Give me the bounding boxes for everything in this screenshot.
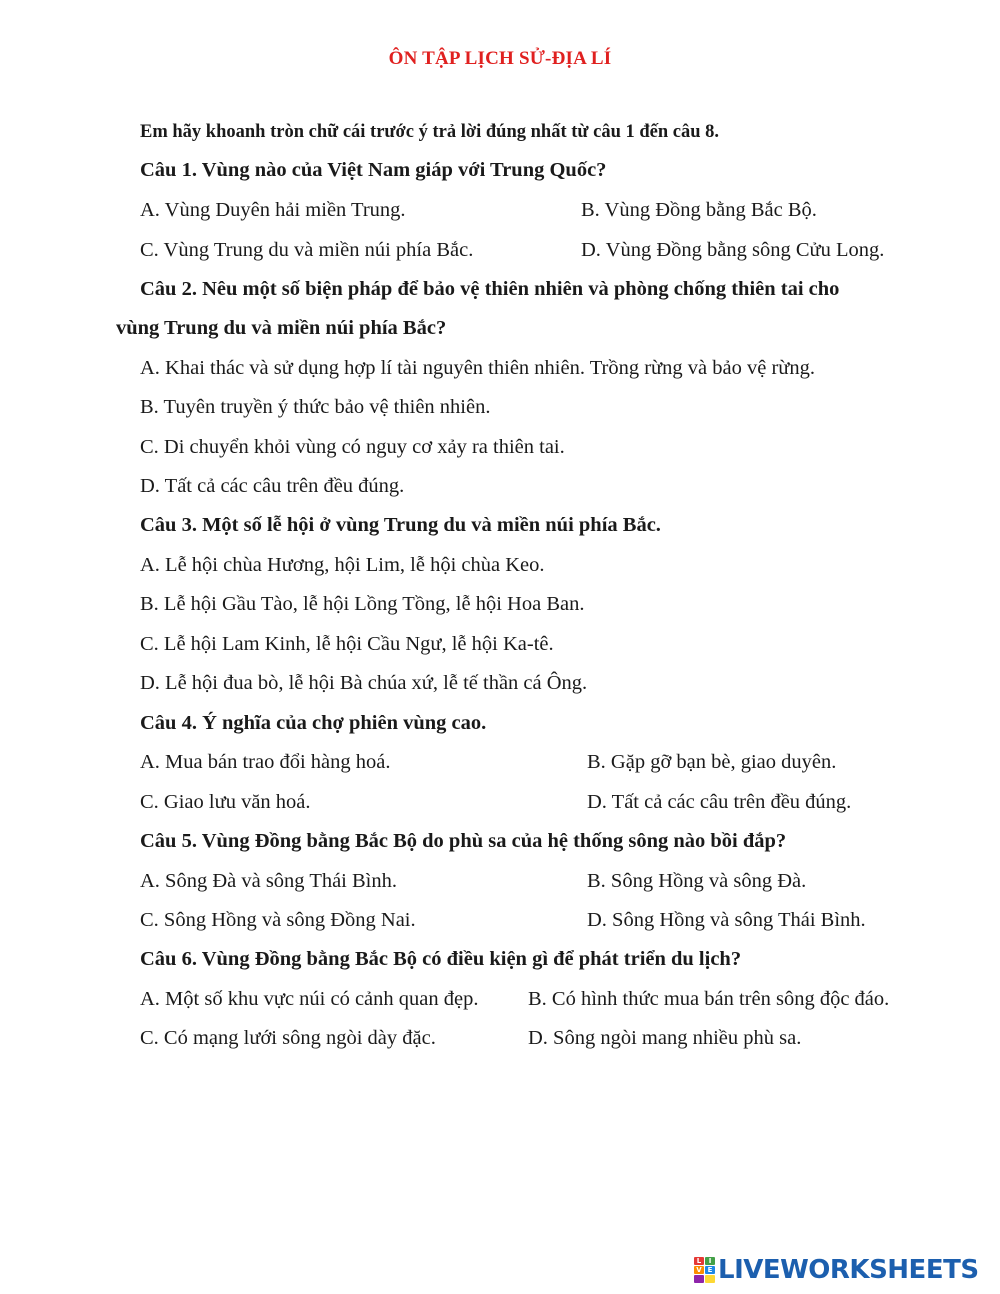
question-2-line-1: Câu 2. Nêu một số biện pháp để bảo vệ thiên nhiên và phòng chống thiên tai cho	[140, 278, 840, 300]
logo-cell-icon	[694, 1275, 704, 1283]
q3-option-b[interactable]: B. Lễ hội Gầu Tào, lễ hội Lồng Tồng, lễ hội Hoa Ban.	[140, 593, 585, 615]
question-3: Câu 3. Một số lễ hội ở vùng Trung du và miền núi phía Bắc.	[140, 514, 661, 536]
q4-option-a[interactable]: A. Mua bán trao đổi hàng hoá.	[140, 751, 391, 773]
q4-option-d[interactable]: D. Tất cả các câu trên đều đúng.	[587, 791, 852, 813]
liveworksheets-logo-icon	[694, 1257, 716, 1283]
q2-option-a[interactable]: A. Khai thác và sử dụng hợp lí tài nguyên thiên nhiên. Trồng rừng và bảo vệ rừng.	[140, 357, 816, 379]
q1-option-c[interactable]: C. Vùng Trung du và miền núi phía Bắc.	[140, 239, 474, 261]
q6-option-b[interactable]: B. Có hình thức mua bán trên sông độc đáo.	[528, 988, 890, 1010]
logo-cell-icon: I	[705, 1257, 715, 1265]
q1-option-a[interactable]: A. Vùng Duyên hải miền Trung.	[140, 199, 406, 221]
liveworksheets-logo-text: LIVEWORKSHEETS	[718, 1255, 979, 1285]
q2-option-d[interactable]: D. Tất cả các câu trên đều đúng.	[140, 475, 405, 497]
q6-option-a[interactable]: A. Một số khu vực núi có cảnh quan đẹp.	[140, 988, 479, 1010]
q1-option-b[interactable]: B. Vùng Đồng bằng Bắc Bộ.	[581, 199, 817, 221]
logo-cell-icon: V	[694, 1266, 704, 1274]
question-6: Câu 6. Vùng Đồng bằng Bắc Bộ có điều kiện gì để phát triển du lịch?	[140, 948, 742, 970]
q5-option-c[interactable]: C. Sông Hồng và sông Đồng Nai.	[140, 909, 416, 931]
q5-option-b[interactable]: B. Sông Hồng và sông Đà.	[587, 870, 807, 892]
question-5: Câu 5. Vùng Đồng bằng Bắc Bộ do phù sa của hệ thống sông nào bồi đắp?	[140, 830, 787, 852]
q3-option-c[interactable]: C. Lễ hội Lam Kinh, lễ hội Cầu Ngư, lễ hội Ka-tê.	[140, 633, 554, 655]
q5-option-a[interactable]: A. Sông Đà và sông Thái Bình.	[140, 870, 398, 892]
worksheet-title: ÔN TẬP LỊCH SỬ-ĐỊA LÍ	[388, 48, 612, 69]
q4-option-b[interactable]: B. Gặp gỡ bạn bè, giao duyên.	[587, 751, 837, 773]
instruction-text: Em hãy khoanh tròn chữ cái trước ý trả lời đúng nhất từ câu 1 đến câu 8.	[140, 122, 720, 142]
logo-cell-icon: L	[694, 1257, 704, 1265]
q2-option-b[interactable]: B. Tuyên truyền ý thức bảo vệ thiên nhiên.	[140, 396, 491, 418]
liveworksheets-logo	[694, 1253, 979, 1287]
question-4: Câu 4. Ý nghĩa của chợ phiên vùng cao.	[140, 712, 487, 734]
q1-option-d[interactable]: D. Vùng Đồng bằng sông Cửu Long.	[581, 239, 885, 261]
q2-option-c[interactable]: C. Di chuyển khỏi vùng có nguy cơ xảy ra thiên tai.	[140, 436, 565, 458]
q4-option-c[interactable]: C. Giao lưu văn hoá.	[140, 791, 311, 813]
q5-option-d[interactable]: D. Sông Hồng và sông Thái Bình.	[587, 909, 866, 931]
question-2-line-2: vùng Trung du và miền núi phía Bắc?	[116, 317, 447, 339]
question-1: Câu 1. Vùng nào của Việt Nam giáp với Trung Quốc?	[140, 159, 607, 181]
q6-option-d[interactable]: D. Sông ngòi mang nhiều phù sa.	[528, 1027, 802, 1049]
q6-option-c[interactable]: C. Có mạng lưới sông ngòi dày đặc.	[140, 1027, 436, 1049]
q3-option-d[interactable]: D. Lễ hội đua bò, lễ hội Bà chúa xứ, lễ tế thần cá Ông.	[140, 672, 588, 694]
q3-option-a[interactable]: A. Lễ hội chùa Hương, hội Lim, lễ hội chùa Keo.	[140, 554, 545, 576]
logo-cell-icon	[705, 1275, 715, 1283]
logo-cell-icon: E	[705, 1266, 715, 1274]
